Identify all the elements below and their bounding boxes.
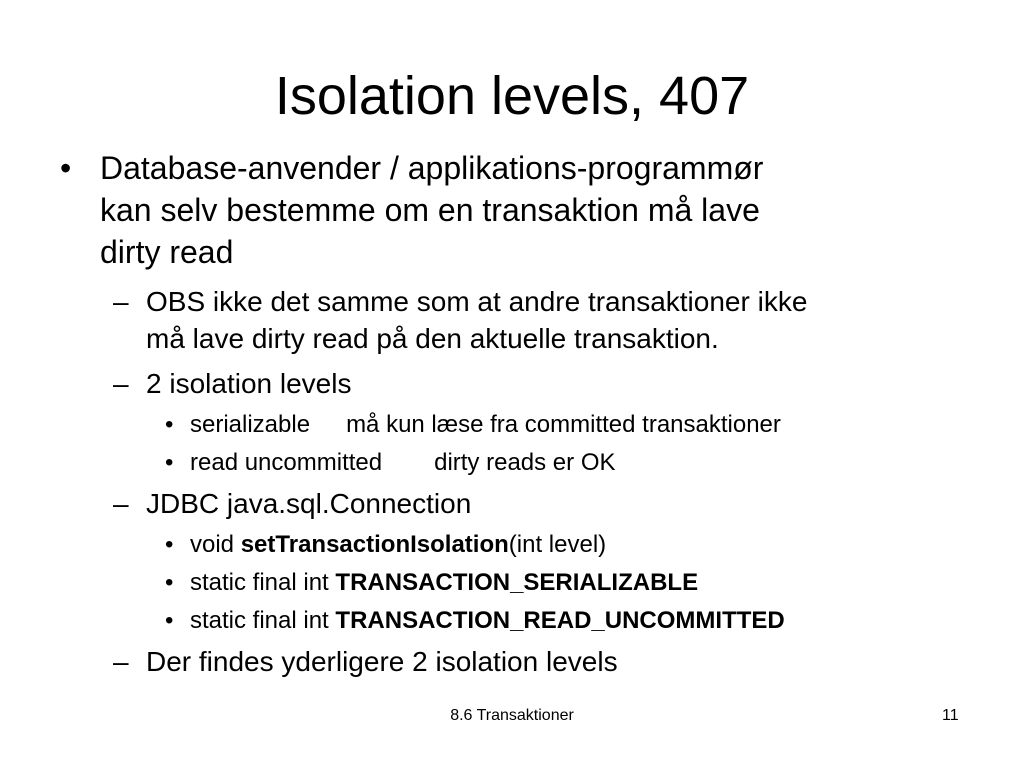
jdbc-item-prefix: static final int — [190, 569, 336, 596]
sub-item-line: JDBC java.sql.Connection — [146, 488, 472, 519]
isolation-level-desc: dirty reads er OK — [434, 449, 616, 476]
bullet-text — [100, 147, 763, 273]
isolation-level-term: serializable — [190, 411, 311, 438]
bullet-line: kan selv bestemme om en transaktion må lave — [100, 192, 760, 228]
slide-title: Isolation levels, 407 — [274, 66, 750, 126]
isolation-level-item — [190, 447, 616, 479]
jdbc-item — [190, 605, 785, 637]
dash-marker: – — [113, 368, 129, 399]
sub-bullet-marker: • — [165, 607, 174, 634]
sub-item-line: må lave dirty read på den aktuelle transaktion. — [146, 323, 719, 354]
bullet-marker: • — [60, 150, 72, 186]
jdbc-item-suffix: (int level) — [508, 531, 607, 558]
jdbc-item-name: setTransactionIsolation — [240, 531, 509, 558]
bullet-line: dirty read — [100, 234, 234, 270]
isolation-level-item — [190, 409, 781, 441]
jdbc-item — [190, 567, 698, 599]
bullet-line: Database-anvender / applikations-programmør — [100, 150, 764, 186]
jdbc-item-prefix: static final int — [190, 607, 336, 634]
sub-item-line: 2 isolation levels — [146, 368, 352, 399]
jdbc-item — [190, 529, 606, 561]
sub-item-line: OBS ikke det samme som at andre transaktioner ikke — [146, 286, 808, 317]
dash-marker: – — [113, 488, 129, 519]
sub-bullet-marker: • — [165, 411, 174, 438]
jdbc-item-name: TRANSACTION_READ_UNCOMMITTED — [335, 607, 785, 634]
sub-bullet-marker: • — [165, 449, 174, 476]
footer-section-label: 8.6 Transaktioner — [450, 707, 574, 724]
sub-bullet-marker: • — [165, 531, 174, 558]
jdbc-item-prefix: void — [190, 531, 241, 558]
page-number: 11 — [942, 707, 959, 724]
sub-item-line: Der findes yderligere 2 isolation levels — [146, 646, 618, 677]
sub-bullet-marker: • — [165, 569, 174, 596]
jdbc-item-name: TRANSACTION_SERIALIZABLE — [335, 569, 699, 596]
dash-marker: – — [113, 646, 129, 677]
isolation-level-desc: må kun læse fra committed transaktioner — [346, 411, 781, 438]
sub-item-text — [146, 283, 807, 357]
isolation-level-term: read uncommitted — [190, 449, 383, 476]
dash-marker: – — [113, 286, 129, 317]
